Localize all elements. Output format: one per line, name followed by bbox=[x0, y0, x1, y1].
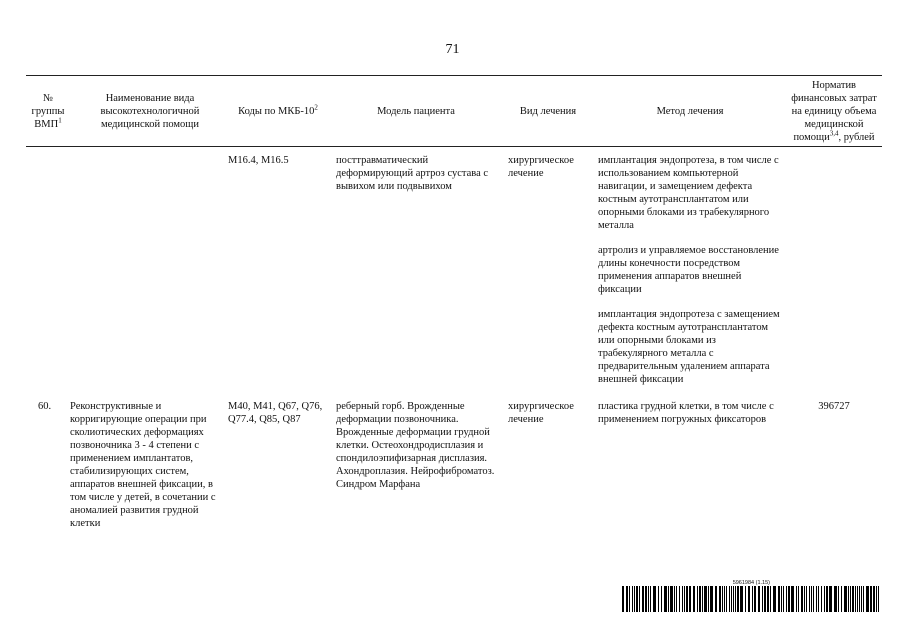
header-bottom-rule bbox=[26, 146, 882, 147]
row-2-patient-model: реберный горб. Врожденные деформации позвоночника. Врожденные деформации грудной клетки. Остеохондродисплазия и спондилоэпифизарная дисплазия. Ахондроплазия. Нейрофиброматоз. Синдром Марфана bbox=[336, 401, 495, 490]
header-group-l2: группы bbox=[31, 105, 65, 117]
row-2-care-type: Реконструктивные и корригирующие операции при сколиотических деформациях позвоночника 3 - 4 степени с применением имплантатов, стабилизирующих систем, аппаратов внешней фиксации, в том числе у детей, в сочетании с аномалией развития грудной клетки bbox=[70, 401, 216, 529]
page-number: 71 bbox=[445, 42, 460, 57]
header-group-l3: ВМП bbox=[34, 118, 59, 130]
header-treatment-method bbox=[598, 76, 782, 146]
header-treatment-type bbox=[506, 76, 590, 146]
header-cost-norm-text: Норматив финансовых затрат на единицу объема медицинской помощи bbox=[791, 79, 877, 143]
row-2-treatment-methods bbox=[598, 400, 784, 438]
header-cost-norm-footnote: 3,4 bbox=[829, 129, 839, 137]
row-2-cost-norm: 396727 bbox=[818, 401, 850, 412]
row-1-method-3: имплантация эндопротеза с замещением дефекта костным аутотрансплантатом или опорными блоками из трабекулярного металла с предварительным удалением аппарата внешней фиксации bbox=[598, 309, 780, 385]
header-treatment-type-text: Вид лечения bbox=[519, 105, 577, 117]
barcode-label: 5961984 (1.15) bbox=[732, 580, 770, 586]
row-2-codes: M40, M41, Q67, Q76, Q77.4, Q85, Q87 bbox=[228, 401, 323, 425]
header-icd-codes-text: Коды по МКБ-10 bbox=[238, 105, 315, 117]
header-icd-codes bbox=[228, 76, 328, 146]
header-care-type-text: Наименование вида высокотехнологичной медицинской помощи bbox=[100, 92, 200, 130]
row-1-method-2: артролиз и управляемое восстановление длины конечности посредством применения аппаратов внешней фиксации bbox=[598, 245, 779, 295]
row-2-group-number: 60. bbox=[38, 401, 52, 412]
header-patient-model-text: Модель пациента bbox=[377, 105, 455, 117]
header-treatment-method-text: Метод лечения bbox=[656, 105, 724, 117]
row-1-treatment-type: хирургическое лечение bbox=[508, 155, 574, 179]
header-group-footnote: 1 bbox=[58, 116, 62, 124]
row-1-codes: M16.4, M16.5 bbox=[228, 155, 289, 166]
row-2-method-1: пластика грудной клетки, в том числе с применением погружных фиксаторов bbox=[598, 401, 774, 425]
row-2-treatment-type: хирургическое лечение bbox=[508, 401, 574, 425]
header-cost-norm bbox=[786, 76, 882, 146]
header-group-l1: № bbox=[42, 92, 54, 104]
header-icd-codes-footnote: 2 bbox=[314, 103, 318, 111]
header-cost-norm-unit: , рублей bbox=[838, 131, 875, 143]
header-care-type bbox=[80, 76, 220, 146]
header-group-number bbox=[26, 76, 70, 146]
row-1-patient-model: посттравматический деформирующий артроз сустава с вывихом или подвывихом bbox=[336, 155, 489, 192]
row-1-method-1: имплантация эндопротеза, в том числе с использованием компьютерной навигации, и замещением дефекта костным аутотрансплантатом или опорными блоками из трабекулярного металла bbox=[598, 155, 779, 231]
header-patient-model bbox=[336, 76, 496, 146]
barcode-image bbox=[622, 586, 882, 612]
row-1-treatment-methods bbox=[598, 154, 782, 398]
